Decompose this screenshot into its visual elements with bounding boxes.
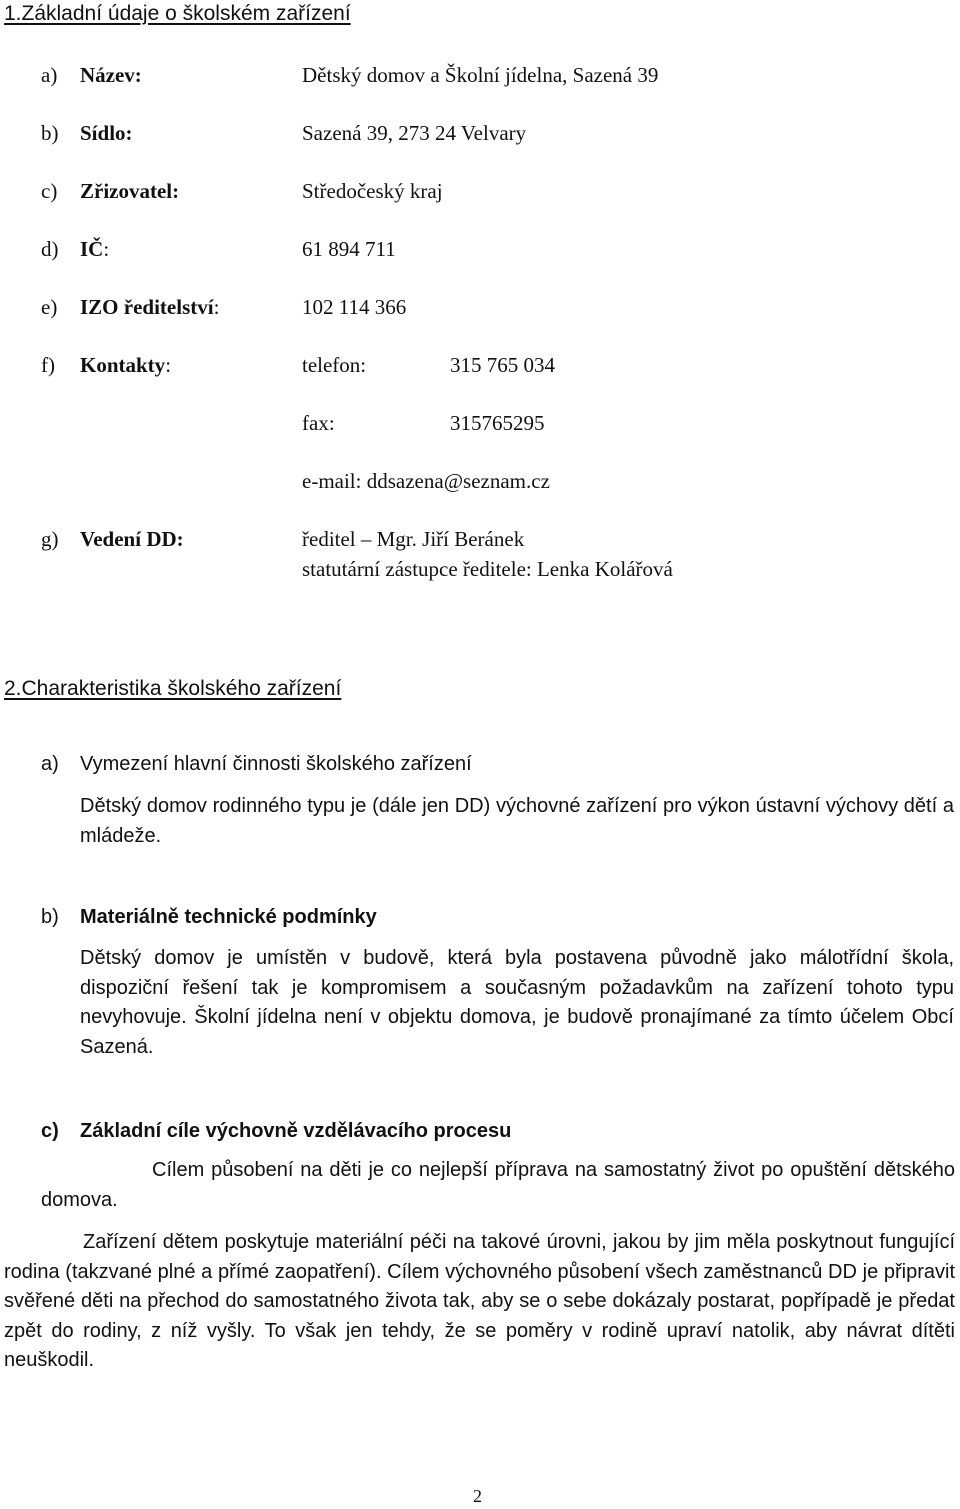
paragraph-conditions: Dětský domov je umístěn v budově, která byla postavena původně jako málotřídní škola, dispoziční řešení tak je kompromisem a současným požadavkům na zařízení tohoto typu nevyhovuje. Školní jídelna není v objektu domova, je budově pronajímané za tímto účelem Obcí Sazená. bbox=[80, 947, 954, 1058]
page-number: 2 bbox=[473, 1486, 482, 1506]
paragraph-goals-1: Cílem působení na děti je co nejlepší příprava na samostatný život po opuštění dětského domova. bbox=[41, 1159, 955, 1211]
subsection-letter: a) bbox=[41, 753, 59, 775]
section2-heading: 2.Charakteristika školského zařízení bbox=[4, 677, 342, 700]
row-label-izo: IZO ředitelství: bbox=[80, 295, 220, 319]
email-value: ddsazena@seznam.cz bbox=[366, 469, 550, 493]
row-letter: f) bbox=[41, 353, 55, 377]
phone-label: telefon: bbox=[302, 353, 367, 377]
row-label-ic: IČ: bbox=[80, 237, 110, 261]
fax-value: 315765295 bbox=[450, 411, 545, 435]
row-letter: d) bbox=[41, 237, 59, 261]
row-letter: b) bbox=[41, 121, 59, 145]
row-label-seat: Sídlo: bbox=[80, 121, 133, 145]
row-label-name: Název: bbox=[80, 63, 142, 87]
row-value-ic: 61 894 711 bbox=[302, 237, 396, 261]
subsection-letter: c) bbox=[41, 1120, 59, 1142]
paragraph-goals-2: Zařízení dětem poskytuje materiální péči na takové úrovni, jakou by jim měla poskytnout fungující rodina (takzvané plné a přímé zaopatření). Cílem výchovného působení všech zaměstnanců DD je připravit svěřené děti na přechod do samostatného života tak, aby se o sebe dokázaly postarat, popřípadě je předat zpět do rodiny, z níž vyšly. To však jen tehdy, že se poměry v rodině upraví natolik, aby návrat dítěti neuškodil. bbox=[4, 1231, 955, 1371]
row-letter: a) bbox=[41, 63, 58, 87]
email-label: e-mail: bbox=[302, 469, 362, 493]
director-line: ředitel – Mgr. Jiří Beránek bbox=[302, 527, 525, 551]
row-label-contacts: Kontakty: bbox=[80, 353, 172, 377]
row-letter: g) bbox=[41, 527, 59, 551]
deputy-line: statutární zástupce ředitele: Lenka Kolářová bbox=[302, 557, 673, 581]
subsection-title-conditions: Materiálně technické podmínky bbox=[80, 906, 377, 928]
email-line bbox=[302, 469, 550, 493]
row-letter: e) bbox=[41, 295, 58, 319]
row-letter: c) bbox=[41, 179, 58, 203]
phone-value: 315 765 034 bbox=[450, 353, 555, 377]
row-value-founder: Středočeský kraj bbox=[302, 179, 443, 203]
paragraph-main-activity: Dětský domov rodinného typu je (dále jen DD) výchovné zařízení pro výkon ústavní výchovy dětí a mládeže. bbox=[80, 795, 954, 847]
subsection-letter: b) bbox=[41, 906, 59, 928]
section1-heading: 1.Základní údaje o školském zařízení bbox=[4, 2, 351, 25]
row-label-founder: Zřizovatel: bbox=[80, 179, 180, 203]
subsection-title-goals: Základní cíle výchovně vzdělávacího procesu bbox=[80, 1120, 512, 1142]
fax-label: fax: bbox=[302, 411, 335, 435]
row-value-seat: Sazená 39, 273 24 Velvary bbox=[302, 121, 527, 145]
row-label-management: Vedení DD: bbox=[80, 527, 184, 551]
row-value-izo: 102 114 366 bbox=[302, 295, 407, 319]
subsection-title-main-activity: Vymezení hlavní činnosti školského zařízení bbox=[80, 753, 472, 775]
row-value-name: Dětský domov a Školní jídelna, Sazená 39 bbox=[302, 63, 659, 87]
